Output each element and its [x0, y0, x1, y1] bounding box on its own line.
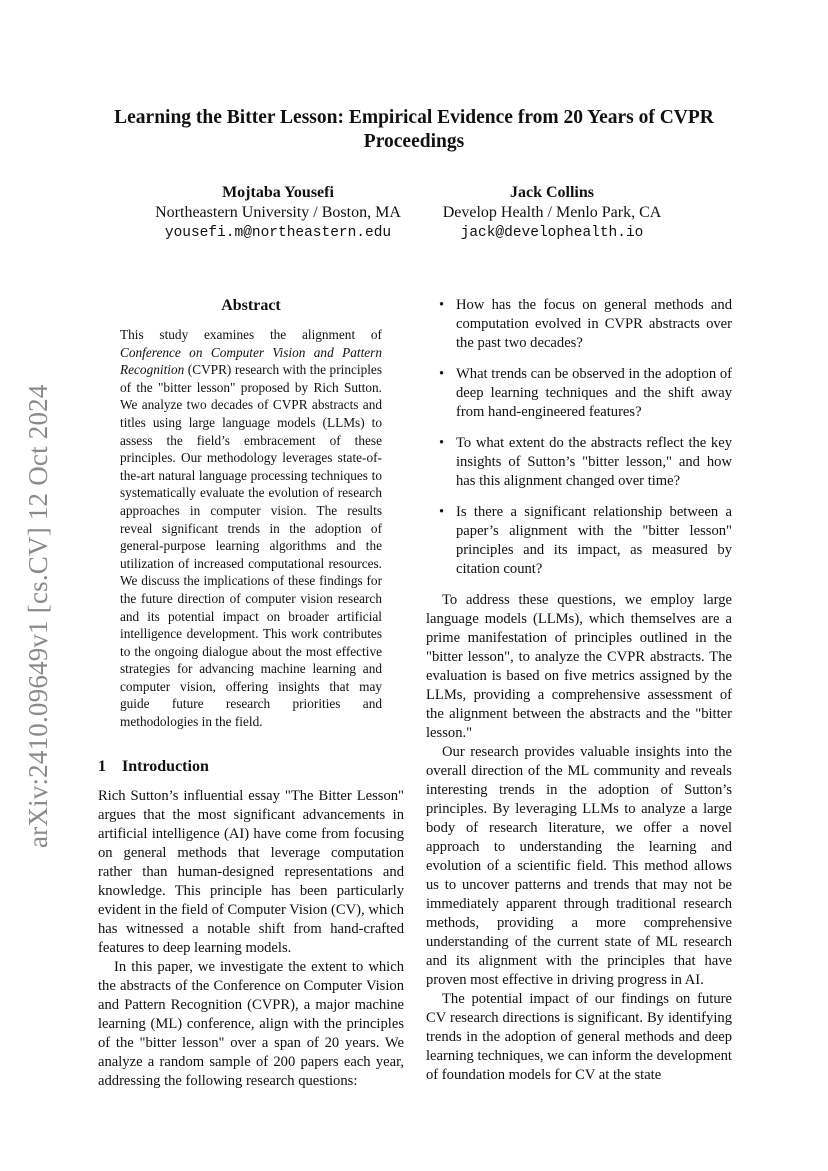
section-heading-introduction — [98, 757, 404, 777]
abstract-body: (CVPR) research with the principles of the "bitter lesson" proposed by Rich Sutton. We analyze two decades of CVPR abstracts and titles using large language models (LLMs) to assess the field’s embracement of these principles. Our methodology leverages state-of-the-art natural language processing techniques to systematically evaluate the evolution of research approaches in computer vision. The results reveal significant trends in the adoption of general-purpose learning algorithms and the utilization of increased computational resources. We discuss the implications of these findings for the future direction of computer vision research and its potential impact on broader artificial intelligence development. This work contributes to the ongoing dialogue about the most effective strategies for advancing machine learning and computer vision, offering insights that may guide future research priorities and methodologies in the field. — [120, 362, 382, 730]
author-email[interactable]: yousefi.m@northeastern.edu — [164, 225, 392, 241]
list-item — [426, 434, 732, 491]
body-paragraph: To address these questions, we employ large language models (LLMs), which themselves are a prime manifestation of principles outlined in the "bitter lesson", to analyze the CVPR abstracts. The evaluation is based on five metrics assigned by the LLMs, providing a comprehensive assessment of the alignment between the abstracts and the "bitter lesson." — [426, 592, 732, 741]
author-name: Mojtaba Yousefi — [222, 184, 334, 201]
author-affiliation: Northeastern University / Boston, MA — [155, 204, 401, 221]
bullet-icon: • — [439, 435, 445, 451]
question-text: How has the focus on general methods and computation evolved in CVPR abstracts over the past two decades? — [456, 297, 732, 351]
section-title: Introduction — [122, 757, 209, 775]
author-name: Jack Collins — [509, 184, 594, 201]
body-paragraph: Our research provides valuable insights into the overall direction of the ML community and reveals interesting trends in the adoption of Sutton’s principles. By leveraging LLMs to analyze a large body of research literature, we offer a novel approach to understanding the learning and evolution of a scientific field. This method allows us to uncover patterns and trends that may not be immediately apparent through traditional research methods, providing a more comprehensive understanding of the current state of ML research and its alignment with the principles that have proven most effective in driving progress in AI. — [426, 744, 732, 988]
list-item — [426, 503, 732, 579]
author-affiliation: Develop Health / Menlo Park, CA — [442, 204, 662, 221]
section-number: 1 — [98, 757, 106, 775]
right-column — [426, 296, 732, 1085]
abstract-heading: Abstract — [221, 297, 281, 314]
intro-paragraph-1: Rich Sutton’s influential essay "The Bitter Lesson" argues that the most significant advancements in artificial intelligence (AI) have come from focusing on general methods that leverage computation rather than human-designed representations and knowledge. This principle has been particularly evident in the field of Computer Vision (CV), which has witnessed a notable shift from hand-crafted features to deep learning models. — [98, 787, 404, 956]
abstract-lead: This study examines the alignment of — [120, 327, 382, 342]
question-text: What trends can be observed in the adoption of deep learning techniques and the shift away from hand-engineered features? — [456, 366, 732, 420]
list-item — [426, 296, 732, 353]
author-block — [392, 183, 712, 243]
abstract-conference-name: Conference on Computer Vision and Pattern Recognition — [120, 344, 382, 378]
arxiv-stamp[interactable]: arXiv:2410.09649v1 [cs.CV] 12 Oct 2024 — [23, 384, 53, 848]
paper-title: Learning the Bitter Lesson: Empirical Evidence from 20 Years of CVPR Proceedings — [114, 107, 714, 152]
left-column — [98, 296, 404, 1091]
question-text: Is there a significant relationship between a paper’s alignment with the "bitter lesson" principles and its impact, as measured by citation count? — [456, 504, 732, 577]
body-paragraph: The potential impact of our findings on future CV research directions is significant. By identifying trends in the adoption of general methods and deep learning techniques, we can inform the development of foundation models for CV at the state — [426, 991, 732, 1083]
author-email[interactable]: jack@develophealth.io — [460, 225, 644, 241]
bullet-icon: • — [439, 366, 445, 382]
question-text: To what extent do the abstracts reflect the key insights of Sutton’s "bitter lesson," and how has this alignment changed over time? — [456, 435, 732, 489]
abstract-text — [120, 326, 382, 731]
intro-paragraph-2: In this paper, we investigate the extent to which the abstracts of the Conference on Computer Vision and Pattern Recognition (CVPR), a major machine learning (ML) conference, align with the principles of the "bitter lesson" over a span of 20 years. We analyze a random sample of 200 papers each year, addressing the following research questions: — [98, 958, 404, 1089]
list-item — [426, 365, 732, 422]
bullet-icon: • — [439, 297, 445, 313]
research-questions-list — [426, 296, 732, 579]
bullet-icon: • — [439, 504, 445, 520]
author-block — [118, 183, 438, 243]
